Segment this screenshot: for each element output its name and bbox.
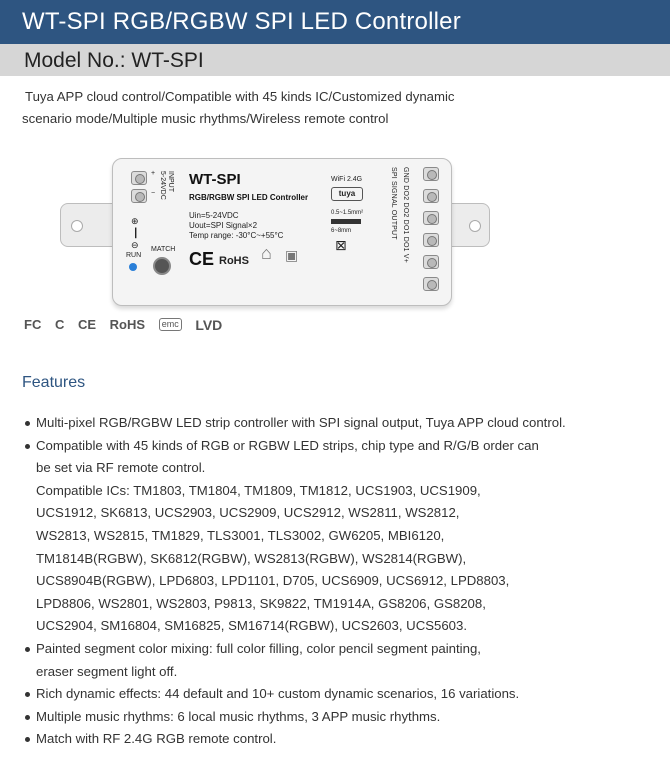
ce-mark: CE bbox=[77, 317, 97, 333]
strip-length-label: 6~8mm bbox=[331, 228, 352, 234]
features-list bbox=[24, 412, 624, 751]
polarity-minus: − bbox=[151, 190, 156, 197]
weee-bin-icon: ⊠ bbox=[335, 237, 347, 253]
feature-line: Painted segment color mixing: full color filling, color pencil segment painting, bbox=[36, 640, 481, 656]
feature-line: LPD8806, WS2801, WS2803, P9813, SK9822, TM1914A, GS8206, GS8208, bbox=[36, 595, 486, 611]
page-title: WT-SPI RGB/RGBW SPI LED Controller bbox=[0, 0, 670, 44]
ce-mark-icon: CE bbox=[189, 249, 215, 269]
feature-line: Compatible with 45 kinds of RGB or RGBW LED strips, chip type and R/G/B order can bbox=[36, 437, 539, 453]
antenna-icon: ⊕ bbox=[131, 216, 139, 226]
run-led-icon bbox=[129, 263, 137, 271]
output-terminal-icon bbox=[423, 255, 439, 269]
output-terminal-icon bbox=[423, 211, 439, 225]
screw-hole-icon bbox=[71, 220, 83, 232]
polarity-plus: + bbox=[151, 170, 156, 177]
indoor-use-icon: ⌂ bbox=[261, 243, 272, 263]
model-number: Model No.: WT-SPI bbox=[0, 44, 670, 76]
feature-item bbox=[24, 683, 624, 706]
feature-item bbox=[24, 728, 624, 751]
tuya-logo: tuya bbox=[331, 187, 363, 201]
feature-item bbox=[24, 638, 624, 683]
feature-item bbox=[24, 706, 624, 729]
input-label: INPUT bbox=[167, 171, 174, 192]
feature-line: UCS2904, SM16804, SM16825, SM16714(RGBW), UCS2603, UCS5603. bbox=[36, 618, 468, 634]
device-spec-output: Uout=SPI Signal×2 bbox=[189, 221, 258, 230]
wire-strip-icon bbox=[331, 219, 361, 224]
product-image bbox=[60, 148, 490, 318]
feature-line: Match with RF 2.4G RGB remote control. bbox=[36, 731, 277, 747]
feature-line: UCS1912, SK6813, UCS2903, UCS2909, UCS2912, WS2811, WS2812, bbox=[36, 505, 460, 521]
antenna-base-icon: ⊖ bbox=[131, 240, 139, 250]
rohs-mark: RoHS bbox=[219, 255, 249, 267]
feature-line: TM1814B(RGBW), SK6812(RGBW), WS2813(RGBW), WS2814(RGBW), bbox=[36, 550, 467, 566]
rohs-cert: RoHS bbox=[109, 317, 146, 333]
match-button[interactable] bbox=[153, 257, 171, 275]
input-terminal-icon bbox=[131, 189, 147, 203]
double-insulation-icon: ▣ bbox=[285, 247, 299, 263]
feature-line: eraser segment light off. bbox=[36, 663, 178, 679]
certification-row bbox=[24, 316, 232, 336]
intro-line-1: Tuya APP cloud control/Compatible with 45 kinds IC/Customized dynamic bbox=[25, 89, 455, 104]
device-subtitle: RGB/RGBW SPI LED Controller bbox=[189, 193, 309, 202]
fcc-mark: FC bbox=[24, 317, 42, 333]
lvd-mark: LVD bbox=[195, 316, 223, 333]
match-label: MATCH bbox=[151, 246, 176, 253]
intro-line-2: scenario mode/Multiple music rhythms/Wireless remote control bbox=[22, 111, 389, 126]
output-terminal-icon bbox=[423, 189, 439, 203]
output-pins-label: GND DO2 DO2 DO1 DO1 V+ bbox=[402, 167, 409, 264]
screw-hole-icon bbox=[469, 220, 481, 232]
output-terminal-icon bbox=[423, 277, 439, 291]
run-label: RUN bbox=[126, 252, 142, 259]
device-model: WT-SPI bbox=[189, 171, 241, 188]
device-spec-voltage: Uin=5-24VDC bbox=[189, 211, 239, 220]
feature-line: be set via RF remote control. bbox=[36, 460, 206, 476]
antenna-line-icon: ┃ bbox=[133, 228, 139, 238]
feature-line: Multi-pixel RGB/RGBW LED strip controller with SPI signal output, Tuya APP cloud control. bbox=[36, 415, 566, 430]
feature-item bbox=[24, 412, 624, 435]
output-label: SPI SIGNAL OUTPUT bbox=[390, 167, 397, 240]
feature-line: UCS8904B(RGBW), LPD6803, LPD1101, D705, UCS6909, UCS6912, LPD8803, bbox=[36, 573, 510, 589]
output-terminal-icon bbox=[423, 233, 439, 247]
emc-mark: emc bbox=[159, 318, 182, 331]
c-mark: C bbox=[54, 317, 65, 333]
feature-line: WS2813, WS2815, TM1829, TLS3001, TLS3002, GW6205, MBI6120, bbox=[36, 527, 445, 543]
input-terminal-icon bbox=[131, 171, 147, 185]
wifi-label: WiFi 2.4G bbox=[331, 176, 363, 183]
output-terminal-icon bbox=[423, 167, 439, 181]
feature-line: Multiple music rhythms: 6 local music rhythms, 3 APP music rhythms. bbox=[36, 708, 441, 724]
feature-item bbox=[24, 435, 624, 638]
input-voltage-label: 5-24VDC bbox=[159, 171, 166, 200]
feature-line: Rich dynamic effects: 44 default and 10+ custom dynamic scenarios, 16 variations. bbox=[36, 686, 520, 702]
feature-line: Compatible ICs: TM1803, TM1804, TM1809, TM1812, UCS1903, UCS1909, bbox=[36, 482, 481, 498]
device-spec-temp: Temp range: -30°C~+55°C bbox=[189, 231, 284, 240]
features-heading: Features bbox=[22, 374, 86, 391]
wire-size-label: 0.5~1.5mm² bbox=[331, 210, 364, 216]
intro-text bbox=[22, 86, 622, 130]
controller-body bbox=[112, 158, 452, 306]
